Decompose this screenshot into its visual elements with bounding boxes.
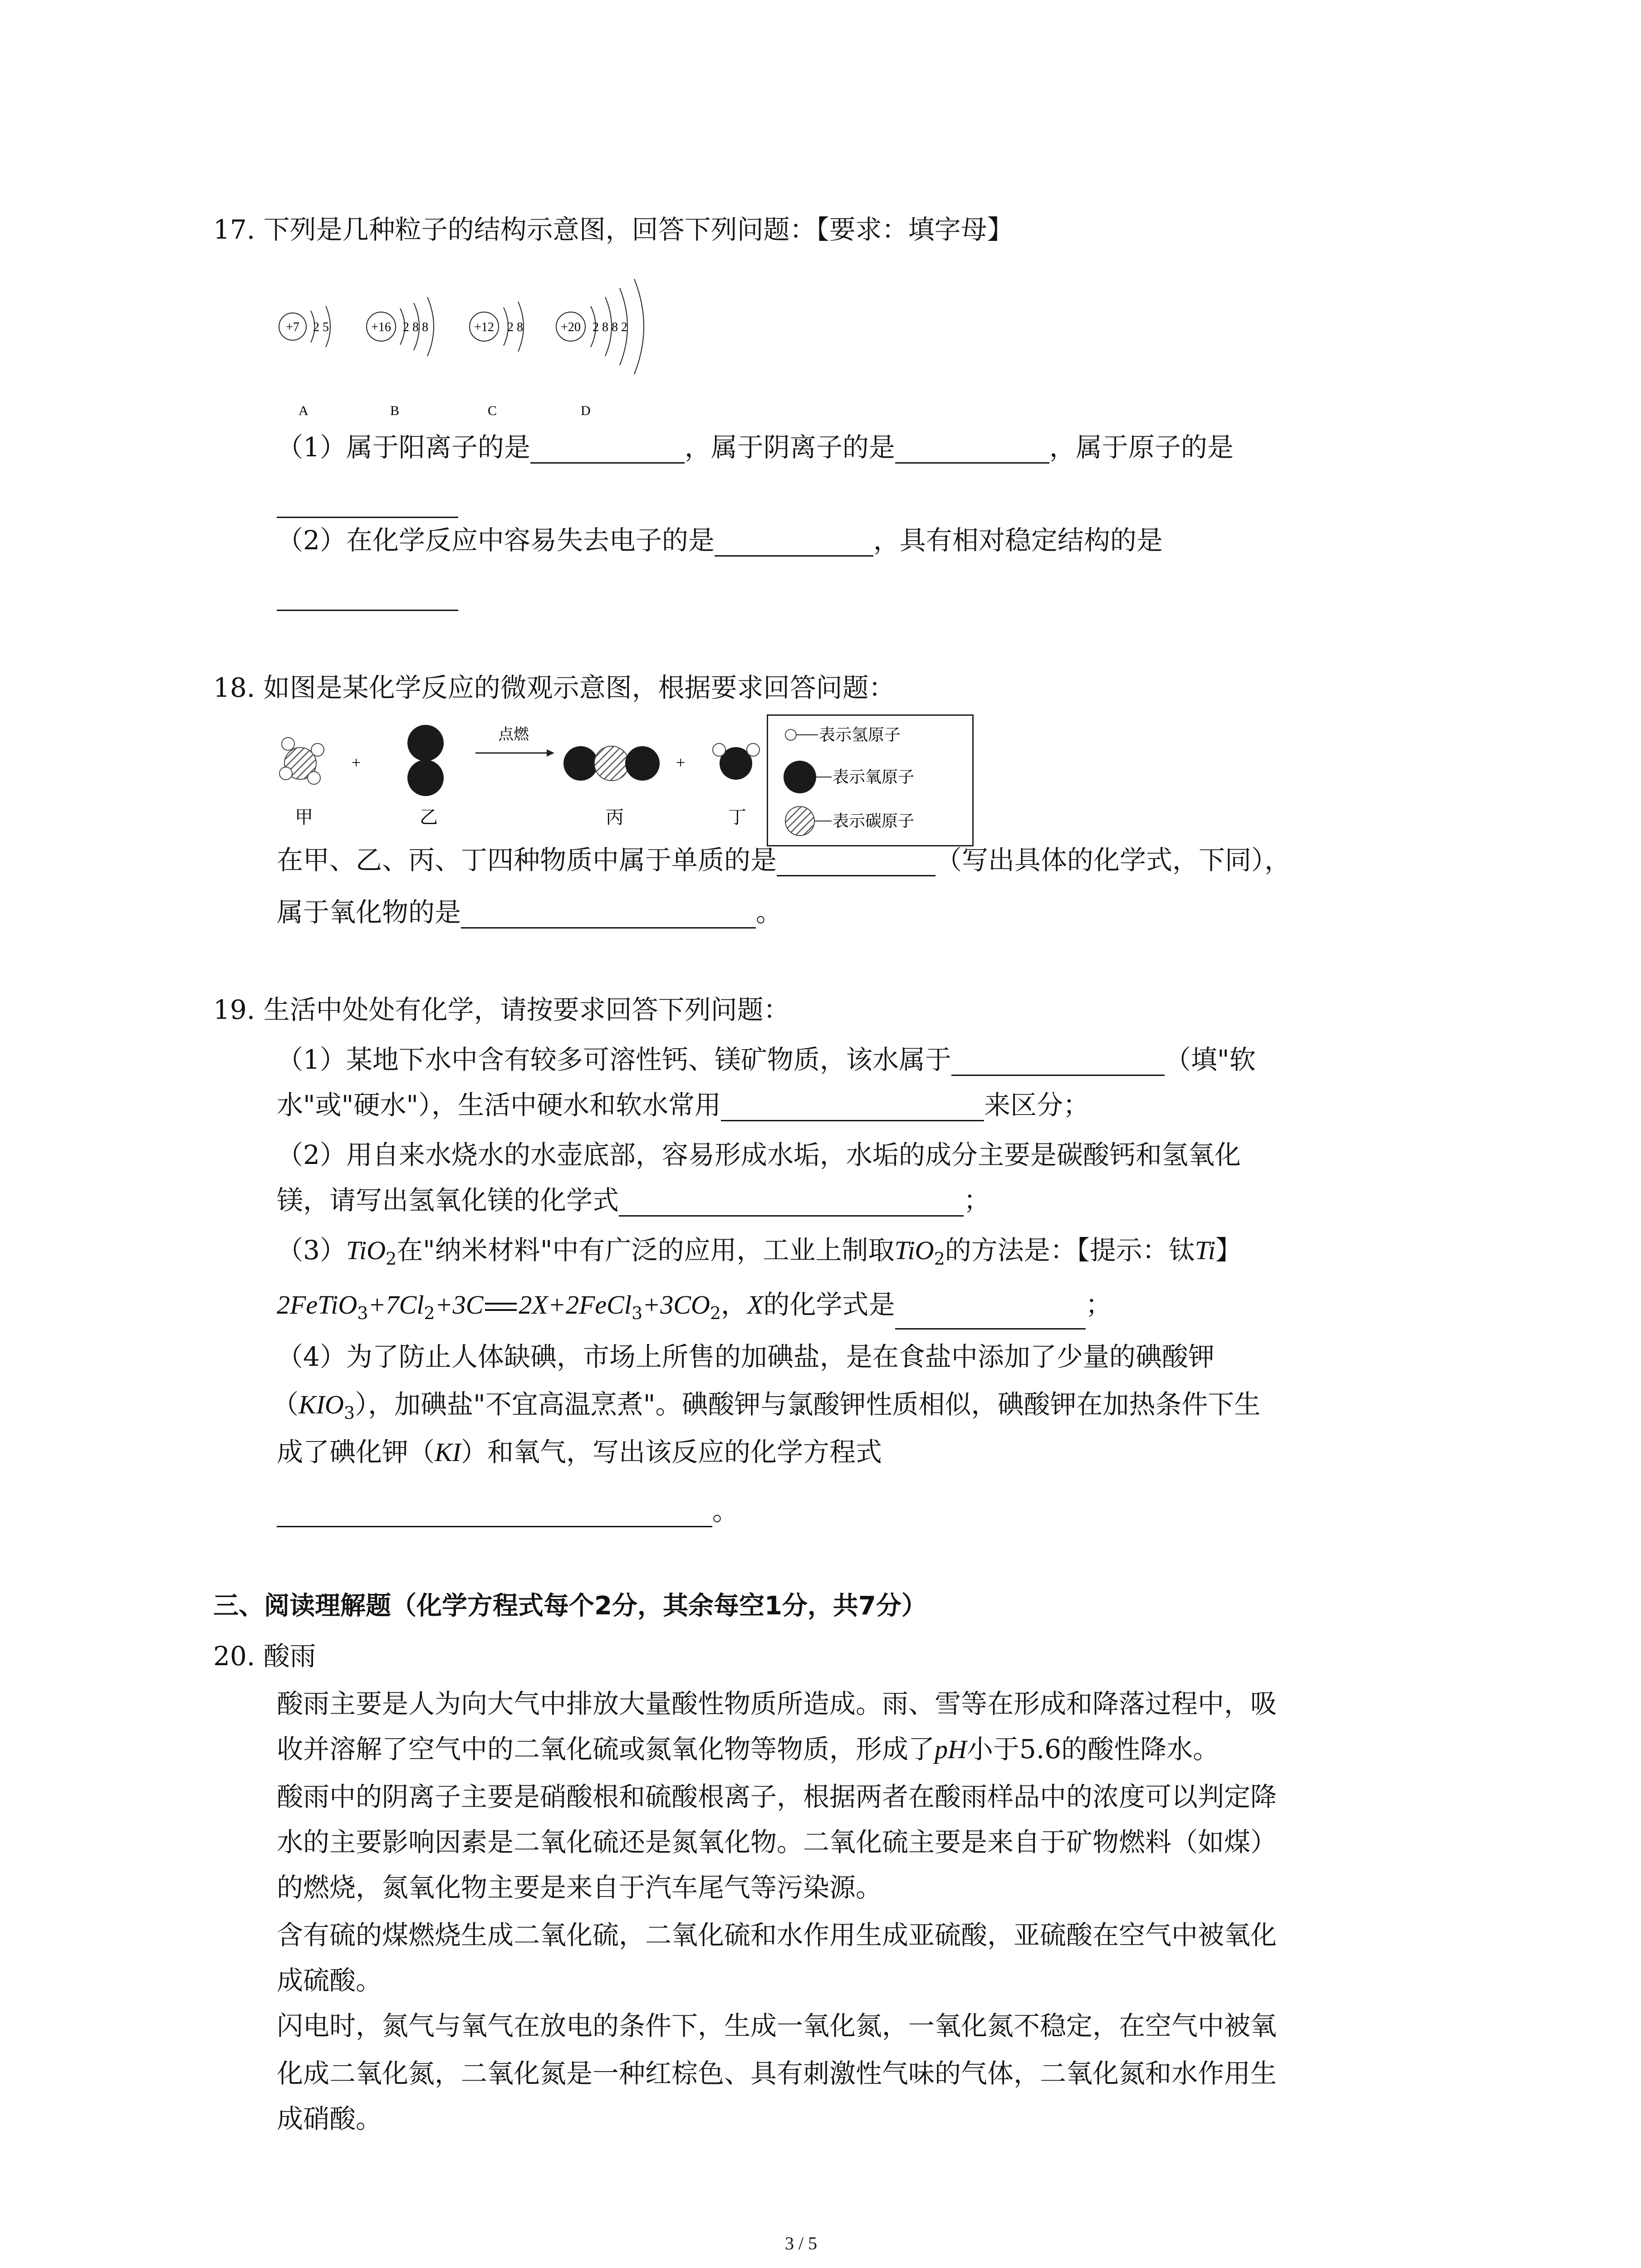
arrow-label: 点燃 [498,726,529,743]
q19-equation-blank[interactable] [277,1500,712,1527]
q19-p4-text-e: ）和氧气，写出该反应的化学方程式 [461,1437,882,1467]
q19-distinguish-blank[interactable] [721,1094,984,1121]
q19-water-type-blank[interactable] [951,1048,1165,1076]
atom-diagram-b [367,297,434,418]
q20-line2 [277,1733,1219,1766]
q19-p4-line3 [277,1436,882,1469]
q17-p2-text-a: （2）在化学反应中容易失去电子的是 [277,525,715,556]
eq-equals-sign [485,1303,517,1311]
q20-line1: 酸雨主要是人为向大气中排放大量酸性物质所造成。雨、雪等在形成和降落过程中，吸 [277,1688,1277,1719]
molecule-ding [713,743,759,827]
reaction-arrow [475,726,554,757]
q20-line3: 酸雨中的阴离子主要是硝酸根和硫酸根离子，根据两者在酸雨样品中的浓度可以判定降 [277,1781,1277,1812]
eq-part-e: +3CO [642,1290,710,1320]
q20-line8: 闪电时，氮气与氧气在放电的条件下，生成一氧化氮，一氧化氮不稳定，在空气中被氧 [277,2010,1277,2041]
q20-line2-text-a: 收并溶解了空气中的二氧化硫或氮氧化物等物质，形成了 [277,1734,935,1765]
q19-p3-text-d: 】 [1215,1235,1242,1266]
q19-p4-line4 [277,1495,739,1527]
q19-p3-text-b: 在"纳米材料"中有广泛的应用，工业上制取 [397,1235,895,1266]
q20-line10: 成硝酸。 [277,2103,382,2134]
q19-p3-text-a: （3） [277,1235,346,1266]
q18-line1-text-a: 在甲、乙、丙、丁四种物质中属于单质的是 [277,845,777,875]
q19-p1-text-c: 水"或"硬水"），生活中硬水和软水常用 [277,1090,721,1120]
q18-legend [767,714,974,846]
q19-p4-text-b: （ [272,1389,299,1420]
q19-equation: $2FeTiO_3+7Cl_2+3C$ $2X+2FeCl_3+3CO_2$，X的化学式是 ； [277,1288,1112,1330]
atom-diagram-c [470,302,524,418]
eq-comma: ， [721,1289,748,1320]
legend-oxygen-label: 表示氧原子 [833,768,915,786]
q18-line2 [277,896,782,929]
q17-atom-diagrams [268,254,676,426]
q20-line5: 的燃烧，氮氧化物主要是来自于汽车尾气等污染源。 [277,1872,882,1903]
q17-part2-cont [277,578,458,611]
q19-p3-line1: （3）TiO$_2$在"纳米材料"中有广泛的应用，工业上制取TiO$_2$的方法是：【提示：钛Ti】 [277,1235,1242,1269]
shells-d: 2 8 8 2 [593,320,627,334]
legend-carbon [785,807,914,836]
q19-stem: 19. 生活中处处有化学，请按要求回答下列问题： [213,994,790,1025]
eq-semicolon: ； [1085,1289,1112,1320]
q19-ki-formula: KI [435,1437,461,1467]
q20-stem: 20. 酸雨 [213,1641,316,1672]
molecule-yi [407,725,444,827]
q17-anion-blank[interactable] [895,436,1049,464]
q20-line7: 成硫酸。 [277,1965,382,1996]
q17-p2-text-b: ，具有相对稳定结构的是 [873,525,1163,556]
eq-part-c: +3C [435,1290,484,1320]
q19-p4-text-c: ），加碘盐"不宜高温烹煮"。碘酸钾与氯酸钾性质相似，碘酸钾在加热条件下生 [355,1389,1261,1420]
q19-p4-line1: （4）为了防止人体缺碘，市场上所售的加碘盐，是在食盐中添加了少量的碘酸钾 [277,1341,1215,1372]
q20-ph-symbol: pH [935,1735,967,1764]
q19-p1-line2 [277,1089,1089,1121]
molecule-jia [279,738,324,827]
label-jia: 甲 [295,807,313,827]
eq-question: 的化学式是 [763,1289,895,1320]
nucleus-d: +20 [561,320,581,334]
label-a: A [299,403,309,418]
eq-part-b: +7Cl [368,1290,424,1320]
q19-p4-text-d: 成了碘化钾（ [277,1437,435,1467]
legend-hydrogen [785,726,901,744]
plus-sign-2: + [676,753,686,772]
q19-p1-text-a: （1）某地下水中含有较多可溶性钙、镁矿物质，该水属于 [277,1044,951,1075]
q17-atom-blank[interactable] [277,490,458,518]
q19-p2-line1: （2）用自来水烧水的水壶底部，容易形成水垢，水垢的成分主要是碳酸钙和氢氧化 [277,1139,1241,1170]
legend-hydrogen-label: 表示氢原子 [819,726,901,744]
label-b: B [390,403,400,418]
q18-stem: 18. 如图是某化学反应的微观示意图，根据要求回答问题： [213,672,895,703]
q19-p2-line2 [277,1184,990,1217]
nucleus-b: +16 [371,320,391,334]
q18-line2-text-a: 属于氧化物的是 [277,897,461,928]
section3-title: 三、阅读理解题（化学方程式每个2分，其余每空1分，共7分） [213,1591,927,1621]
shells-c: 2 8 [507,320,523,334]
q19-p1-text-d: 来区分； [984,1090,1090,1120]
eq-part-a: 2FeTiO [277,1290,358,1320]
q18-oxide-blank[interactable] [461,901,756,929]
q17-cation-blank[interactable] [530,436,685,464]
label-bing: 丙 [606,807,624,827]
atom-diagram-d [556,279,644,418]
shells-a: 2 5 [313,320,329,334]
q19-tio2-formula: TiO [346,1236,386,1265]
q17-p1-text-a: （1）属于阳离子的是 [277,432,530,463]
q19-p2-text-c: ； [964,1185,990,1216]
shells-b: 2 8 8 [403,320,428,334]
q17-part2 [277,524,1163,557]
q17-lose-electron-blank[interactable] [715,529,873,557]
legend-oxygen [784,761,914,793]
q19-tio2-formula-2: TiO [894,1236,934,1265]
q18-line1-text-b: （写出具体的化学式，下同）， [936,845,1291,875]
label-d: D [581,403,591,418]
q20-line4: 水的主要影响因素是二氧化硫还是氮氧化物。二氧化硫主要是来自于矿物燃料（如煤） [277,1827,1277,1857]
q20-line9: 化成二氧化氮，二氧化氮是一种红棕色、具有刺激性气味的气体，二氧化氮和水作用生 [277,2058,1277,2089]
legend-carbon-label: 表示碳原子 [833,812,915,830]
q19-p4-text-f: 。 [712,1496,739,1526]
atom-diagram-a [279,306,330,418]
q17-part1-cont [277,485,458,518]
eq-x-symbol: X [747,1290,764,1320]
page-number: 3 / 5 [785,2233,818,2253]
plus-sign-1: + [352,753,361,772]
q19-p3-text-c: 的方法是：【提示：钛 [945,1235,1195,1266]
q19-x-formula-blank[interactable] [895,1302,1086,1330]
molecule-bing [563,746,660,827]
q17-stable-blank[interactable] [277,583,458,611]
q19-p4-line2: $(KIO_3)$，加碘盐"不宜高温烹煮"。碘酸钾与氯酸钾性质相似，碘酸钾在加热条件下生 [272,1389,1261,1423]
q19-kio3-formula: KIO [299,1390,344,1419]
q18-reaction-diagram [268,714,767,850]
label-ding: 丁 [728,807,746,827]
label-yi: 乙 [420,807,438,827]
q19-p1-text-b: （填"软 [1164,1044,1256,1075]
q17-p1-text-c: ，属于原子的是 [1049,432,1234,463]
q18-line2-text-b: 。 [756,897,783,928]
q17-p1-text-b: ，属于阴离子的是 [684,432,895,463]
q18-line1 [277,844,1291,876]
q19-mgoh2-blank[interactable] [619,1189,964,1217]
q20-line2-text-b: 小于5.6的酸性降水。 [966,1734,1220,1765]
nucleus-a: +7 [286,320,299,334]
q19-p1-line1 [277,1043,1256,1076]
nucleus-c: +12 [474,320,494,334]
q17-part1 [277,431,1234,464]
q19-ti-symbol: Ti [1195,1236,1215,1265]
label-c: C [488,403,497,418]
eq-part-d: 2X+2FeCl [519,1290,632,1320]
q17-stem: 17. 下列是几种粒子的结构示意图，回答下列问题：【要求：填字母】 [213,214,1014,245]
q18-element-blank[interactable] [777,849,936,876]
q20-line6: 含有硫的煤燃烧生成二氧化硫，二氧化硫和水作用生成亚硫酸，亚硫酸在空气中被氧化 [277,1920,1277,1950]
q19-p2-text-b: 镁，请写出氢氧化镁的化学式 [277,1185,619,1216]
